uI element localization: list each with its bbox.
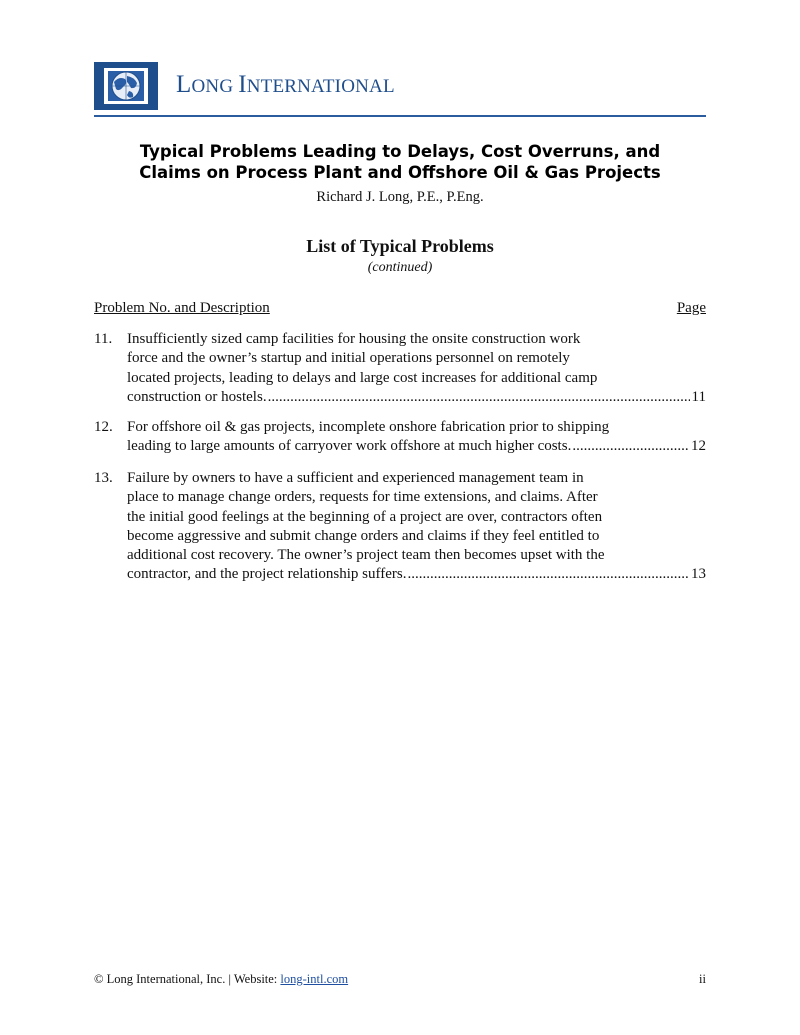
item-page-number: 13 (691, 566, 706, 583)
dot-leader (572, 437, 689, 456)
item-text-line: Insufficiently sized camp facilities for housing the onsite construction work (127, 331, 581, 347)
page-footer (94, 972, 706, 987)
list-item (94, 469, 706, 585)
item-page-number: 12 (691, 438, 706, 455)
item-number: 13. (94, 470, 113, 486)
column-header-description: Problem No. and Description (94, 300, 270, 316)
long-international-globe-logo-icon (94, 62, 158, 110)
column-header-page: Page (676, 300, 706, 316)
item-text-line: located projects, leading to delays and large cost increases for additional camp (127, 369, 598, 386)
brand-name: LONG INTERNATIONAL (176, 71, 395, 98)
item-text-line: leading to large amounts of carryover work offshore at much higher costs. (127, 438, 572, 455)
dot-leader (268, 388, 690, 407)
footer-copyright: © Long International, Inc. | Website: (94, 972, 281, 986)
item-text-line: Failure by owners to have a sufficient and experienced management team in (127, 470, 584, 486)
item-text-line: place to manage change orders, requests for time extensions, and claims. After (127, 489, 598, 506)
website-link[interactable]: long-intl.com (280, 972, 349, 986)
item-text-line: force and the owner’s startup and initial operations personnel on remotely (127, 350, 570, 367)
item-text-line: For offshore oil & gas projects, incomplete onshore fabrication prior to shipping (127, 419, 610, 435)
item-number: 12. (94, 419, 113, 435)
item-text-line: contractor, and the project relationship suffers. (127, 566, 407, 583)
dot-leader (407, 565, 689, 584)
list-title: List of Typical Problems (306, 236, 494, 256)
item-text-line: construction or hostels. (127, 388, 267, 405)
item-text-line: become aggressive and submit change orders and claims if they feel entitled to (127, 527, 600, 544)
list-subtitle: (continued) (367, 260, 433, 275)
item-text-line: the initial good feelings at the beginning of a project are over, contractors often (127, 508, 603, 525)
item-text-line: additional cost recovery. The owner’s project team then becomes upset with the (127, 547, 605, 564)
author-line: Richard J. Long, P.E., P.Eng. (316, 189, 484, 205)
list-item (94, 330, 706, 407)
document-title: Typical Problems Leading to Delays, Cost Overruns, and Claims on Process Plant and Offshore Oil & Gas Projects (139, 142, 661, 182)
item-page-number: 11 (691, 388, 706, 405)
header-divider (94, 115, 706, 117)
page-number: ii (699, 972, 706, 986)
item-number: 11. (94, 331, 113, 347)
letterhead (94, 60, 706, 118)
list-item (94, 418, 706, 457)
